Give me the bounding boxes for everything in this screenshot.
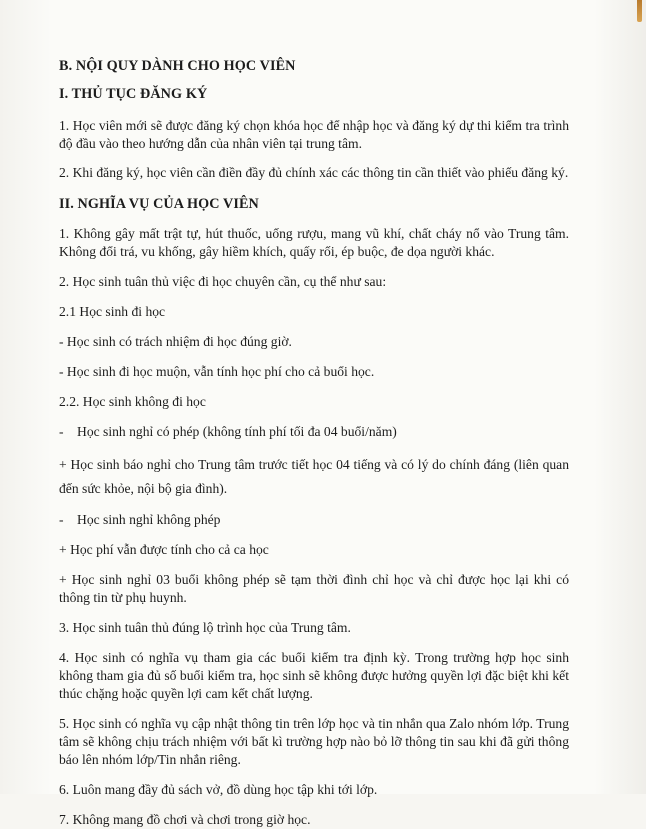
paragraph: 1. Học viên mới sẽ được đăng ký chọn khóa học để nhập học và đăng ký dự thi kiểm tra trình độ đầu vào theo hướng dẫn của nhân viên tại trung tâm. xyxy=(59,118,569,151)
paragraph: 1. Không gây mất trật tự, hút thuốc, uống rượu, mang vũ khí, chất cháy nổ vào Trung tâm. Không đổi trá, vu khống, gây hiềm khích, quấy rối, ép buộc, đe dọa người khác. xyxy=(59,226,569,259)
rules-content xyxy=(59,58,569,829)
section-title-registration: I. THỦ TỤC ĐĂNG KÝ xyxy=(59,86,208,102)
paragraph: 6. Luôn mang đầy đủ sách vở, đồ dùng học tập khi tới lớp. xyxy=(59,782,378,797)
paragraph: 7. Không mang đồ chơi và chơi trong giờ học. xyxy=(59,812,311,827)
bullet-item xyxy=(59,423,569,441)
paragraph: + Học sinh báo nghỉ cho Trung tâm trước tiết học 04 tiếng và có lý do chính đáng (liên quan đến sức khỏe, nội bộ gia đình). xyxy=(59,457,569,496)
section-title-obligations: II. NGHĨA VỤ CỦA HỌC VIÊN xyxy=(59,196,259,212)
paragraph: 3. Học sinh tuân thủ đúng lộ trình học của Trung tâm. xyxy=(59,620,351,635)
paragraph: 4. Học sinh có nghĩa vụ tham gia các buổi kiểm tra định kỳ. Trong trường hợp học sinh không tham gia đủ số buổi kiểm tra, học sinh sẽ không được hưởng quyền lợi đặc biệt khi kết thúc chặng hoặc quyền lợi cam kết chất lượng. xyxy=(59,650,569,701)
bullet-dash: - xyxy=(59,424,64,439)
bullet-dash: - xyxy=(59,512,64,527)
paragraph: + Học sinh nghỉ 03 buổi không phép sẽ tạm thời đình chỉ học và chỉ được học lại khi có thông tin từ phụ huynh. xyxy=(59,572,569,605)
paragraph: 2. Học sinh tuân thủ việc đi học chuyên cần, cụ thể như sau: xyxy=(59,274,387,289)
paragraph: - Học sinh có trách nhiệm đi học đúng giờ. xyxy=(59,334,292,349)
document-heading: B. NỘI QUY DÀNH CHO HỌC VIÊN xyxy=(59,58,296,74)
paragraph: 2.2. Học sinh không đi học xyxy=(59,394,206,409)
paragraph: + Học phí vẫn được tính cho cả ca học xyxy=(59,542,269,557)
page-edge-mark xyxy=(637,0,642,22)
paragraph: 2. Khi đăng ký, học viên cần điền đầy đủ chính xác các thông tin cần thiết vào phiếu đăng ký. xyxy=(59,165,569,180)
bullet-text: Học sinh nghỉ có phép (không tính phí tối đa 04 buổi/năm) xyxy=(77,424,397,439)
bullet-item xyxy=(59,511,569,529)
bullet-text: Học sinh nghỉ không phép xyxy=(77,512,221,527)
paragraph: - Học sinh đi học muộn, vẫn tính học phí cho cả buổi học. xyxy=(59,364,375,379)
paragraph: 5. Học sinh có nghĩa vụ cập nhật thông tin trên lớp học và tin nhắn qua Zalo nhóm lớp. Trung tâm sẽ không chịu trách nhiệm với bất kì trường hợp nào bỏ lỡ thông tin sau khi đã gửi thông báo lên nhóm lớp/Tin nhắn riêng. xyxy=(59,716,569,767)
paragraph: 2.1 Học sinh đi học xyxy=(59,304,166,319)
